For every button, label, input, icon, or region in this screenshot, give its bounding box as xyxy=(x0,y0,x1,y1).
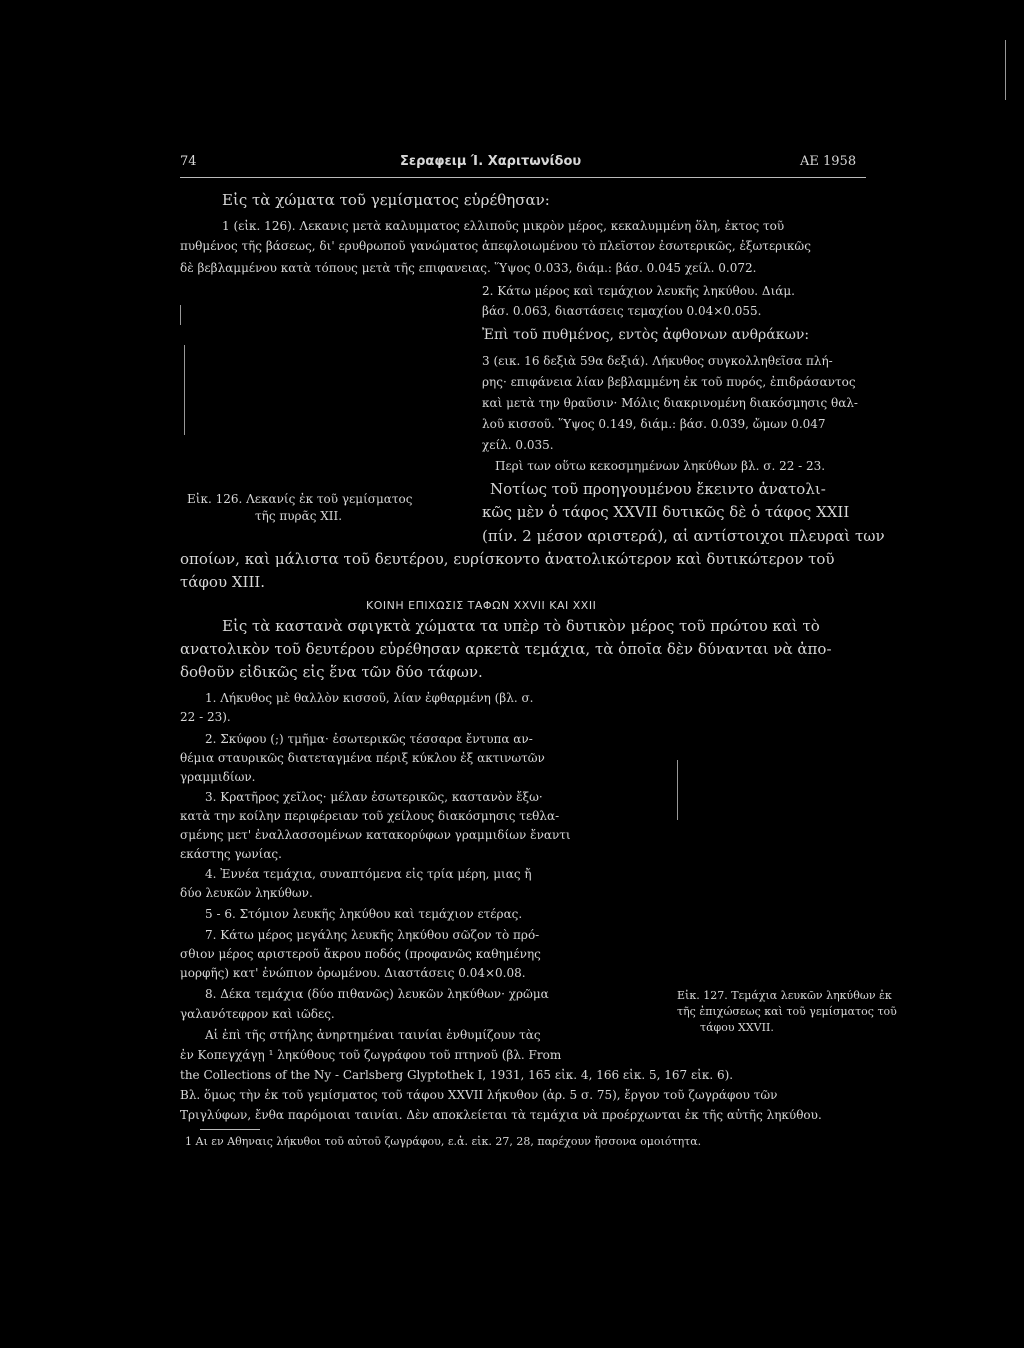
list-item: 5 - 6. Στόμιον λευκῆς ληκύθου καὶ τεμάχιον ετέρας. xyxy=(205,907,523,921)
footnote: 1 Αι εν Αθηναις λήκυθοι τοῦ αὐτοῦ ζωγράφου, ε.ἀ. εἰκ. 27, 28, παρέχουν ἥσσονα ομοιότητα. xyxy=(185,1135,702,1148)
heading-fill-finds: Εἰς τὰ χώματα τοῦ γεμίσματος εὑρέθησαν: xyxy=(222,191,550,209)
text-line: 2. Κάτω μέρος καὶ τεμάχιον λευκῆς ληκύθου. Διάμ. xyxy=(482,284,795,298)
text-line: τάφου XIII. xyxy=(180,573,266,591)
list-item: 1. Λήκυθος μὲ θαλλὸν κισσοῦ, λίαν ἐφθαρμένη (βλ. σ. xyxy=(205,691,534,705)
subheading-bottom: Ἐπὶ τοῦ πυθμένος, εντὸς ἀφθονων ανθράκων: xyxy=(482,327,810,343)
figure-edge-mark xyxy=(180,305,181,325)
text-line: the Collections of the Ny - Carlsberg Glyptothek I, 1931, 165 εἰκ. 4, 166 εἰκ. 5, 167 εἰκ. 6). xyxy=(180,1068,734,1082)
running-head-journal: ΑΕ 1958 xyxy=(800,154,857,169)
list-item: 4. Ἐννέα τεμάχια, συναπτόμενα εἰς τρία μέρη, μιας ἤ xyxy=(205,867,532,881)
text-line: ανατολικὸν τοῦ δευτέρου εὑρέθησαν αρκετὰ τεμάχια, τὰ ὁποῖα δὲν δύνανται νὰ ἀπο- xyxy=(180,640,832,658)
text-line: Νοτίως τοῦ προηγουμένου ἔκειντο ἀνατολι- xyxy=(490,480,826,498)
text-line: Εἰς τὰ καστανὰ σφιγκτὰ χώματα τα υπὲρ τὸ δυτικὸν μέρος τοῦ πρώτου καὶ τὸ xyxy=(222,617,820,635)
list-item: 7. Κάτω μέρος μεγάλης λευκῆς ληκύθου σῶζον τὸ πρό- xyxy=(205,928,540,942)
list-item: εκάστης γωνίας. xyxy=(180,847,282,861)
list-item: σθιον μέρος αριστεροῦ ἄκρου ποδός (προφανῶς καθημένης xyxy=(180,947,541,961)
text-line: Περὶ των οὕτω κεκοσμημένων ληκύθων βλ. σ. 22 - 23. xyxy=(495,459,826,473)
figure-edge-mark xyxy=(677,760,678,820)
text-line: κῶς μὲν ὁ τάφος XXVII δυτικῶς δὲ ὁ τάφος XXII xyxy=(482,503,850,521)
list-item: κατὰ την κοίλην περιφέρειαν τοῦ χείλους διακόσμησις τεθλα- xyxy=(180,809,560,823)
figure-127-image xyxy=(625,692,870,982)
text-line: λοῦ κισσοῦ. Ὕψος 0.149, διάμ.: βάσ. 0.039, ὤμων 0.047 xyxy=(482,417,826,431)
list-item: θέμια σταυρικῶς διατεταγμένα πέριξ κύκλου ἐξ ακτινωτῶν xyxy=(180,751,545,765)
list-item: 8. Δέκα τεμάχια (δύο πιθανῶς) λευκῶν ληκύθων· χρῶμα xyxy=(205,987,549,1001)
figure-127-caption: τάφου XXVII. xyxy=(700,1021,774,1034)
figure-126-image xyxy=(180,285,430,485)
header-rule xyxy=(180,177,866,178)
text-line: καὶ μετὰ την θραῦσιν· Μόλις διακρινομένη διακόσμησις θαλ- xyxy=(482,396,858,410)
figure-127-caption: τῆς ἐπιχώσεως καὶ τοῦ γεμίσματος τοῦ xyxy=(677,1005,897,1018)
figure-127-caption: Εἰκ. 127. Τεμάχια λευκῶν ληκύθων ἐκ xyxy=(677,989,892,1002)
figure-edge-mark xyxy=(184,345,185,435)
list-item: σμένης μετ' ἐναλλασσομένων κατακορύφων γραμμιδίων ἔναντι xyxy=(180,828,571,842)
text-line: πυθμένος τῆς βάσεως, δι' ερυθρωποῦ γανώματος ἀπεφλοιωμένου τὸ πλεῖστον ἐσωτερικῶς, ἐξωτερικῶς xyxy=(180,239,811,253)
list-item: μορφῆς) κατ' ἐνώπιον ὁρωμένου. Διαστάσεις 0.04×0.08. xyxy=(180,966,526,980)
page-number: 74 xyxy=(180,154,197,169)
text-line: Βλ. ὅμως τὴν ἐκ τοῦ γεμίσματος τοῦ τάφου XXVII λήκυθον (ἀρ. 5 σ. 75), ἔργον τοῦ ζωγράφου τῶν xyxy=(180,1088,778,1102)
text-line: (πίν. 2 μέσον αριστερά), αἱ αντίστοιχοι πλευραὶ των xyxy=(482,527,885,545)
text-line: βάσ. 0.063, διαστάσεις τεμαχίου 0.04×0.055. xyxy=(482,304,762,318)
text-line: οποίων, καὶ μάλιστα τοῦ δευτέρου, ευρίσκοντο ἀνατολικώτερον καὶ δυτικώτερον τοῦ xyxy=(180,550,835,568)
running-head-author: Σεραφειμ Ί. Χαριτωνίδου xyxy=(400,154,582,169)
footnote-rule xyxy=(200,1129,260,1130)
text-line: ἐν Κοπεγχάγῃ ¹ ληκύθους τοῦ ζωγράφου τοῦ πτηνοῦ (βλ. From xyxy=(180,1048,562,1062)
figure-126-caption: τῆς πυρᾶς XII. xyxy=(255,509,343,523)
list-item: 22 - 23). xyxy=(180,710,231,724)
page-edge-mark xyxy=(1005,40,1006,100)
text-line: δοθοῦν εἰδικῶς εἰς ἕνα τῶν δύο τάφων. xyxy=(180,663,483,681)
list-item: γραμμιδίων. xyxy=(180,770,256,784)
text-line: Τριγλύφων, ἔνθα παρόμοιαι ταινίαι. Δὲν αποκλείεται τὰ τεμάχια νὰ προέρχωνται ἐκ τῆς αὐτῆς ληκύθου. xyxy=(180,1108,822,1122)
figure-126-caption: Εἰκ. 126. Λεκανίς ἐκ τοῦ γεμίσματος xyxy=(187,492,413,506)
section-title: ΚΟΙΝΗ ΕΠΙΧΩΣΙΣ ΤΑΦΩΝ XXVII ΚΑΙ XXII xyxy=(366,599,597,612)
text-line: Αἱ ἐπὶ τῆς στήλης ἀνηρτημέναι ταινίαι ἐνθυμίζουν τὰς xyxy=(205,1028,541,1042)
list-item: 3. Κρατῆρος χεῖλος· μέλαν ἐσωτερικῶς, καστανὸν ἔξω· xyxy=(205,790,543,804)
text-line: 1 (εἰκ. 126). Λεκανις μετὰ καλυμματος ελλιποῦς μικρὸν μέρος, κεκαλυμμένη ὅλη, ἐκτος τοῦ xyxy=(222,219,785,233)
list-item: δύο λευκῶν ληκύθων. xyxy=(180,886,313,900)
list-item: γαλανότεφρον καὶ ιῶδες. xyxy=(180,1007,335,1021)
text-line: 3 (εικ. 16 δεξιὰ 59α δεξιά). Λήκυθος συγκολληθεῖσα πλή- xyxy=(482,354,833,368)
text-line: χείλ. 0.035. xyxy=(482,438,554,452)
text-line: δὲ βεβλαμμένου κατὰ τόπους μετὰ τῆς επιφανειας. Ὕψος 0.033, διάμ.: βάσ. 0.045 χείλ. 0.072. xyxy=(180,261,757,275)
list-item: 2. Σκύφου (;) τμῆμα· ἐσωτερικῶς τέσσαρα ἔντυπα αν- xyxy=(205,732,533,746)
text-line: ρης· επιφάνεια λίαν βεβλαμμένη ἐκ τοῦ πυρός, ἐπιδράσαντος xyxy=(482,375,856,389)
